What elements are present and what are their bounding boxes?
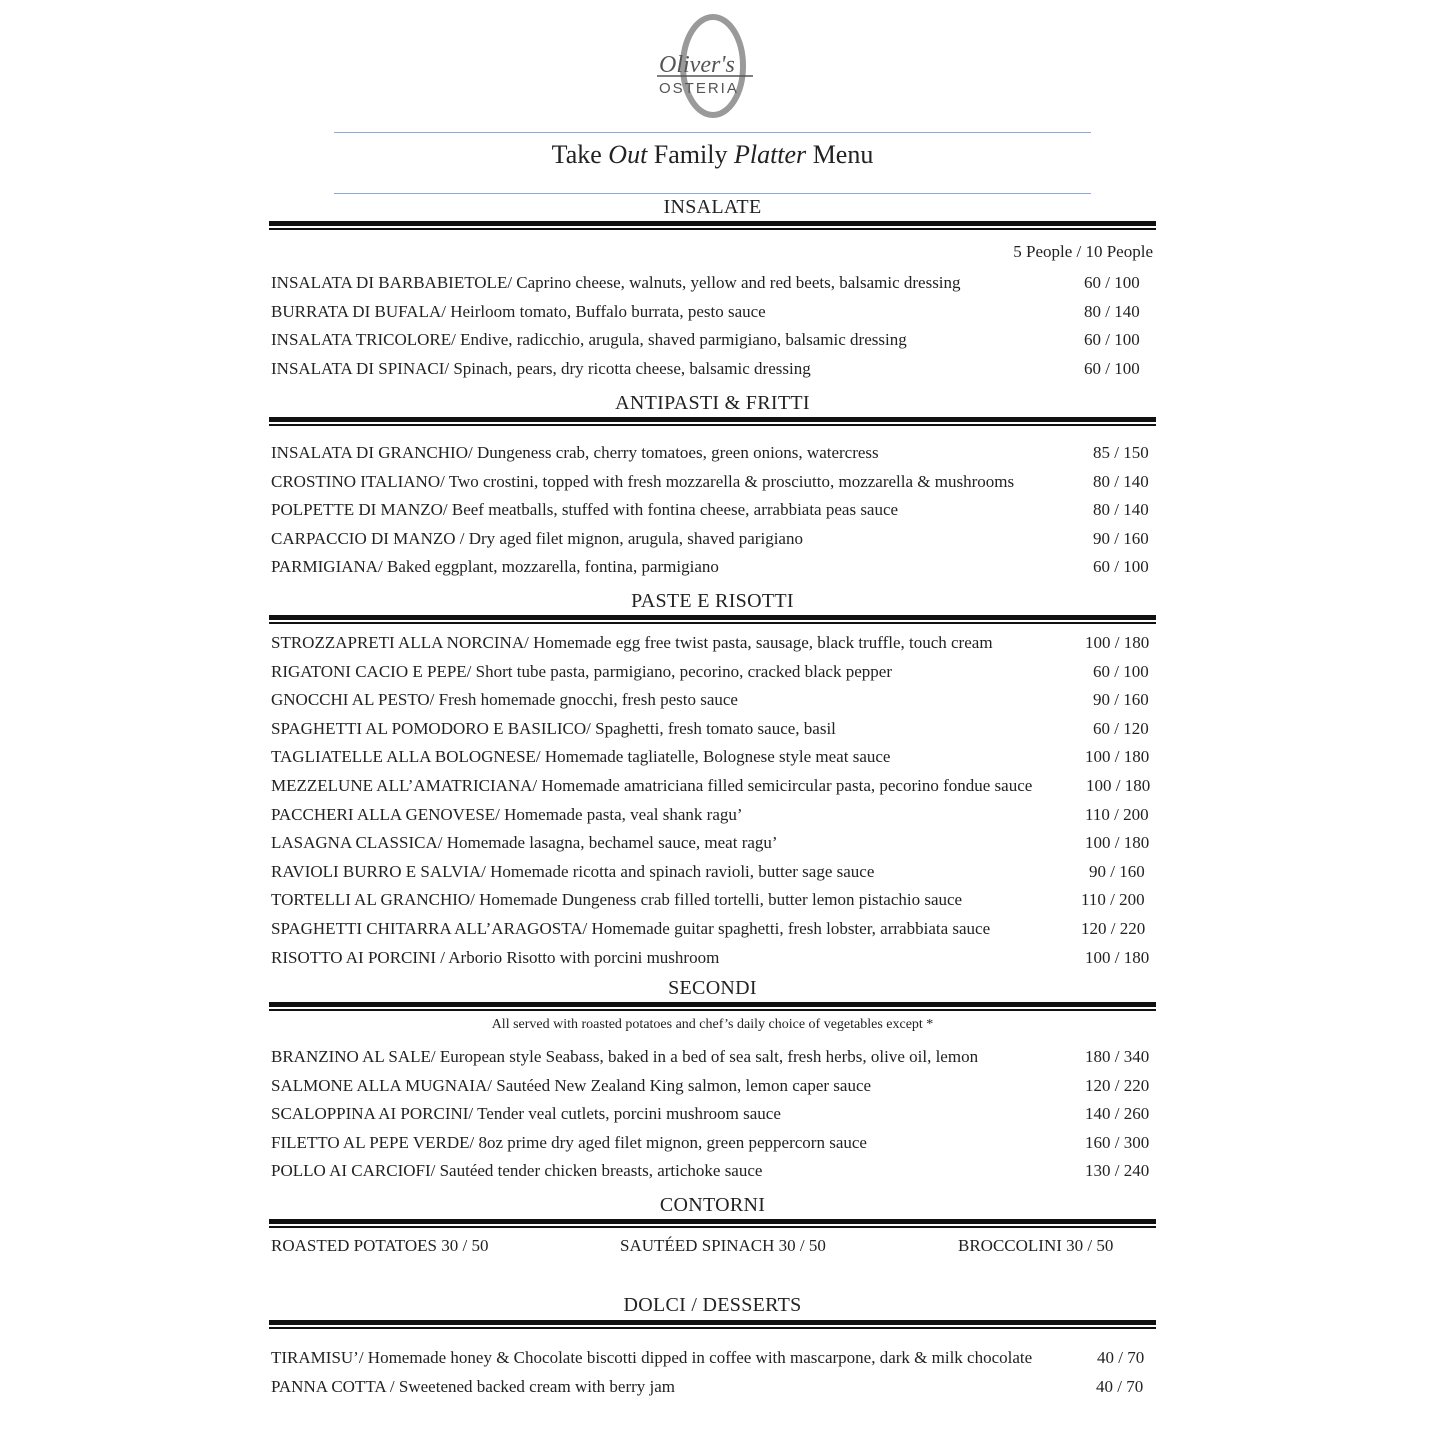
menu-item-price: 100 / 180 [1086,776,1151,795]
menu-item-price: 90 / 160 [1089,861,1145,881]
menu-item-row [271,1161,1156,1189]
menu-item-price: 60 / 100 [1084,273,1140,292]
menu-item-description: TAGLIATELLE ALLA BOLOGNESE/ Homemade tagliatelle, Bolognese style meat sauce [271,747,891,767]
menu-item-description: PACCHERI ALLA GENOVESE/ Homemade pasta, veal shank ragu’ [271,804,743,824]
menu-item-row [271,273,1156,301]
page-title [334,140,1091,170]
menu-item-description: CROSTINO ITALIANO/ Two crostini, topped with fresh mozzarella & prosciutto, mozzarella & mushrooms [271,471,1015,491]
menu-item-description: SCALOPPINA AI PORCINI/ Tender veal cutlets, porcini mushroom sauce [271,1104,781,1124]
menu-item-price: 110 / 200 [1085,804,1149,824]
menu-item-row [271,919,1156,947]
contorni-item: BROCCOLINI 30 / 50 [958,1236,1114,1255]
contorni-item: ROASTED POTATOES 30 / 50 [271,1236,489,1255]
menu-item-row [271,948,1156,976]
menu-item-row [271,302,1156,330]
secondi-note: All served with roasted potatoes and chef’s daily choice of vegetables except * [491,1017,934,1032]
menu-item-description: INSALATA DI BARBABIETOLE/ Caprino cheese, walnuts, yellow and red beets, balsamic dressing [271,273,961,292]
menu-item-row [271,747,1156,775]
menu-item-description: RIGATONI CACIO E PEPE/ Short tube pasta, parmigiano, pecorino, cracked black pepper [271,661,892,681]
portion-header: 5 People / 10 People [1013,242,1153,261]
menu-item-description: RAVIOLI BURRO E SALVIA/ Homemade ricotta and spinach ravioli, butter sage sauce [271,861,875,881]
section-rule [269,615,1156,624]
menu-item-price: 120 / 220 [1085,1075,1150,1095]
menu-item-row [271,529,1156,557]
menu-item-description: INSALATA DI GRANCHIO/ Dungeness crab, cherry tomatoes, green onions, watercress [271,443,879,462]
menu-item-price: 160 / 300 [1085,1132,1150,1152]
title-part: Out [608,140,648,169]
menu-item-row [271,500,1156,528]
menu-item-description: POLLO AI CARCIOFI/ Sautéed tender chicken breasts, artichoke sauce [271,1161,763,1181]
menu-item-price: 110 / 200 [1081,890,1145,910]
menu-item-price: 120 / 220 [1081,919,1146,938]
menu-item-price: 100 / 180 [1085,747,1150,767]
menu-item-row [271,833,1156,861]
menu-item-description: STROZZAPRETI ALLA NORCINA/ Homemade egg free twist pasta, sausage, black truffle, touch cream [271,633,993,652]
menu-item-price: 90 / 160 [1093,690,1149,710]
menu-item-price: 130 / 240 [1085,1161,1150,1181]
logo-subtitle: OSTERIA [659,80,739,97]
menu-item-row [271,443,1156,471]
menu-item-description: TORTELLI AL GRANCHIO/ Homemade Dungeness crab filled tortelli, butter lemon pistachio sauce [271,890,963,910]
menu-item-description: PANNA COTTA / Sweetened backed cream with berry jam [271,1377,676,1396]
menu-item-price: 90 / 160 [1093,528,1149,548]
menu-item-price: 180 / 340 [1085,1047,1150,1066]
menu-item-description: MEZZELUNE ALL’AMATRICIANA/ Homemade amatriciana filled semicircular pasta, pecorino fondue sauce [271,776,1033,795]
menu-item-description: INSALATA TRICOLORE/ Endive, radicchio, arugula, shaved parmigiano, balsamic dressing [271,330,907,350]
menu-item-row [271,662,1156,690]
menu-item-row [271,633,1156,661]
menu-item-price: 100 / 180 [1085,833,1150,853]
menu-item-price: 60 / 100 [1084,330,1140,350]
menu-item-description: BURRATA DI BUFALA/ Heirloom tomato, Buffalo burrata, pesto sauce [271,301,766,321]
menu-item-row [271,719,1156,747]
menu-item-price: 40 / 70 [1096,1377,1144,1396]
section-title-dolci: DOLCI / DESSERTS [623,1294,802,1316]
menu-item-row [271,862,1156,890]
menu-item-description: INSALATA DI SPINACI/ Spinach, pears, dry ricotta cheese, balsamic dressing [271,359,811,379]
section-title-antipasti: ANTIPASTI & FRITTI [615,392,810,414]
menu-item-description: GNOCCHI AL PESTO/ Fresh homemade gnocchi, fresh pesto sauce [271,690,738,710]
section-rule [269,1002,1156,1011]
title-part: Menu [806,140,874,169]
menu-item-row [271,1348,1156,1376]
title-rule-bottom [334,193,1091,194]
section-title-insalate: INSALATE [663,196,762,218]
menu-item-price: 100 / 180 [1085,947,1150,967]
contorni-item: SAUTÉED SPINACH 30 / 50 [620,1236,826,1255]
section-rule [269,417,1156,426]
menu-item-row [271,1377,1156,1405]
section-title-contorni: CONTORNI [659,1194,766,1216]
osteria-logo [655,14,755,118]
menu-item-description: BRANZINO AL SALE/ European style Seabass, baked in a bed of sea salt, fresh herbs, olive oil, lemon [271,1047,979,1066]
menu-item-row [271,1047,1156,1075]
menu-item-row [271,690,1156,718]
menu-item-row [271,359,1156,387]
menu-item-description: SPAGHETTI CHITARRA ALL’ARAGOSTA/ Homemade guitar spaghetti, fresh lobster, arrabbiata sauce [271,919,991,938]
menu-item-price: 80 / 140 [1084,301,1140,321]
menu-item-row [271,557,1156,585]
section-title-secondi: SECONDI [668,977,757,999]
menu-item-price: 80 / 140 [1093,500,1149,520]
logo-name: Oliver's [659,52,735,78]
section-rule [269,1320,1156,1329]
title-rule-top [334,132,1091,133]
menu-item-row [271,805,1156,833]
menu-item-price: 60 / 120 [1093,718,1149,738]
menu-item-price: 140 / 260 [1085,1104,1150,1124]
section-title-paste: PASTE E RISOTTI [631,590,794,612]
menu-item-description: SALMONE ALLA MUGNAIA/ Sautéed New Zealand King salmon, lemon caper sauce [271,1075,872,1095]
menu-item-row [271,1133,1156,1161]
menu-item-row [271,1076,1156,1104]
menu-item-price: 60 / 100 [1084,359,1140,379]
menu-item-description: CARPACCIO DI MANZO / Dry aged filet mignon, arugula, shaved parigiano [271,528,803,548]
menu-item-row [271,330,1156,358]
menu-item-description: LASAGNA CLASSICA/ Homemade lasagna, bechamel sauce, meat ragu’ [271,833,778,853]
menu-item-price: 60 / 100 [1093,661,1149,681]
menu-item-row [271,472,1156,500]
menu-item-description: TIRAMISU’/ Homemade honey & Chocolate biscotti dipped in coffee with mascarpone, dark & milk chocolate [271,1348,1033,1367]
menu-item-description: PARMIGIANA/ Baked eggplant, mozzarella, fontina, parmigiano [271,557,719,577]
section-rule [269,221,1156,230]
section-rule [269,1219,1156,1228]
title-part: Take [551,140,609,169]
menu-item-price: 80 / 140 [1093,471,1149,491]
menu-item-row [271,776,1156,804]
title-part: Platter [733,140,807,169]
menu-item-row [271,890,1156,918]
menu-item-price: 60 / 100 [1093,557,1149,577]
menu-item-description: RISOTTO AI PORCINI / Arborio Risotto with porcini mushroom [271,947,720,967]
menu-item-row [271,1104,1156,1132]
title-part: Family [647,140,734,169]
menu-item-description: SPAGHETTI AL POMODORO E BASILICO/ Spaghetti, fresh tomato sauce, basil [271,718,836,738]
menu-item-price: 85 / 150 [1093,443,1149,462]
menu-item-price: 40 / 70 [1097,1348,1145,1367]
menu-item-price: 100 / 180 [1085,633,1150,652]
menu-item-description: FILETTO AL PEPE VERDE/ 8oz prime dry aged filet mignon, green peppercorn sauce [271,1132,867,1152]
menu-item-description: POLPETTE DI MANZO/ Beef meatballs, stuffed with fontina cheese, arrabbiata peas sauce [271,500,899,520]
